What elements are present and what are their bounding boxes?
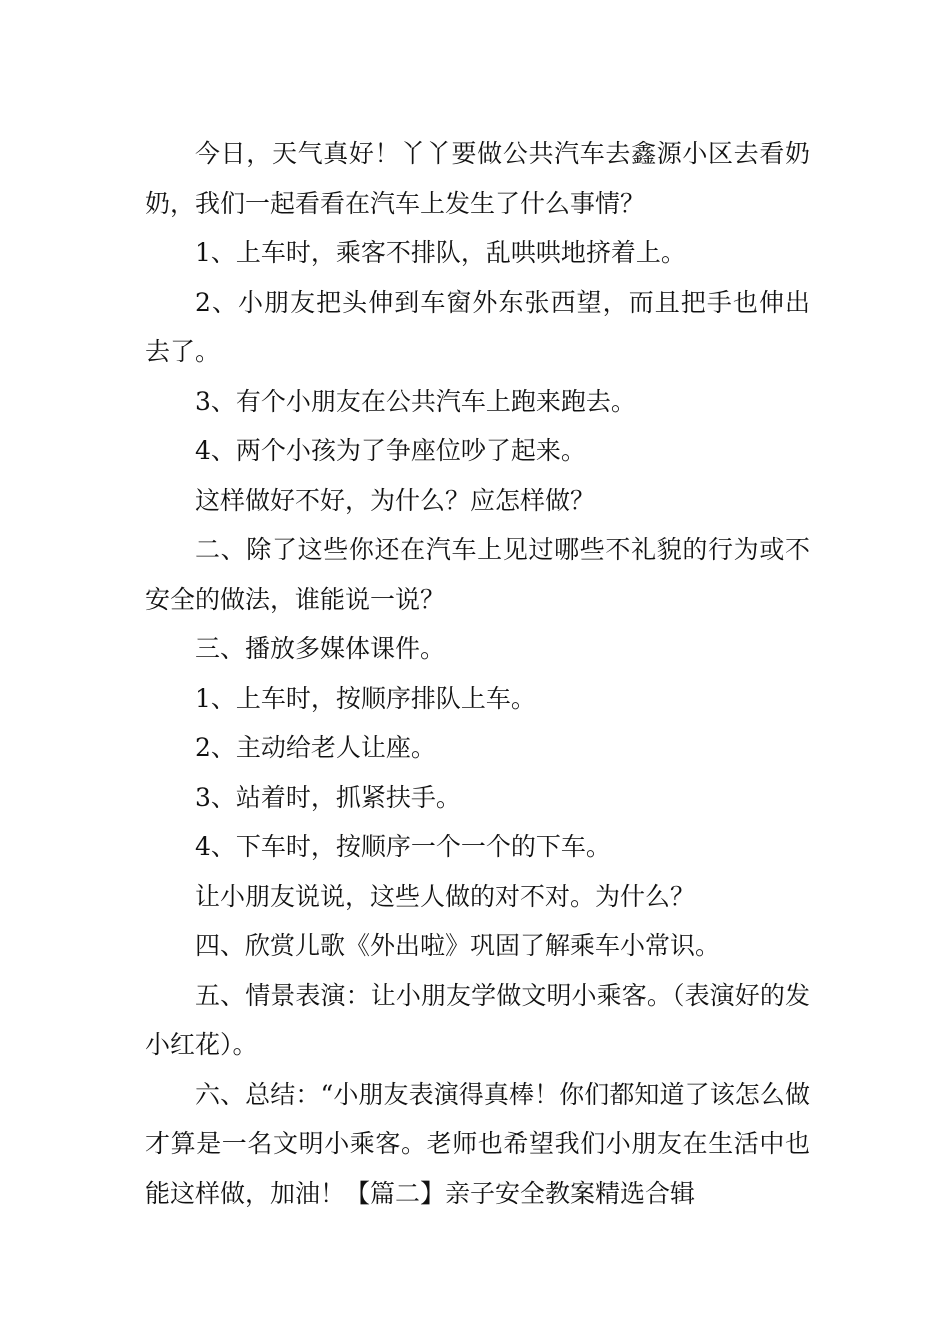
paragraph-discussion: 让小朋友说说，这些人做的对不对。为什么？ [195, 881, 696, 911]
paragraph-rule-1: 1、上车时，按顺序排队上车。 [195, 683, 536, 713]
paragraph-section-4: 四、欣赏儿歌《外出啦》巩固了解乘车小常识。 [195, 931, 721, 960]
paragraph-question: 这样做好不好，为什么？应怎样做？ [195, 485, 596, 515]
paragraph-item-1: 1、上车时，乘客不排队，乱哄哄地挤着上。 [195, 238, 686, 267]
paragraph-section-2: 二、除了这些你还在汽车上见过哪些不礼貌的行为或不安全的做法，谁能说一说？ [145, 535, 810, 614]
paragraph-item-4: 4、两个小孩为了争座位吵了起来。 [195, 436, 586, 465]
paragraph-item-3: 3、有个小朋友在公共汽车上跑来跑去。 [195, 386, 636, 416]
paragraph-section-5: 五、情景表演：让小朋友学做文明小乘客。（表演好的发小红花）。 [145, 980, 810, 1059]
paragraph-section-3: 三、播放多媒体课件。 [195, 634, 446, 663]
paragraph-section-6: 六、总结：“小朋友表演得真棒！你们都知道了该怎么做才算是一名文明小乘客。老师也希望我们小朋友在生活中也能这样做，加油！【篇二】亲子安全教案精选合辑 [145, 1079, 810, 1208]
paragraph-item-2: 2、小朋友把头伸到车窗外东张西望，而且把手也伸出去了。 [145, 287, 810, 366]
paragraph-intro: 今日，天气真好！丫丫要做公共汽车去鑫源小区去看奶奶，我们一起看看在汽车上发生了什么事情？ [145, 139, 810, 218]
document-body [145, 129, 810, 1218]
paragraph-rule-4: 4、下车时，按顺序一个一个的下车。 [195, 832, 611, 861]
paragraph-rule-3: 3、站着时，抓紧扶手。 [195, 782, 461, 812]
paragraph-rule-2: 2、主动给老人让座。 [195, 733, 436, 762]
